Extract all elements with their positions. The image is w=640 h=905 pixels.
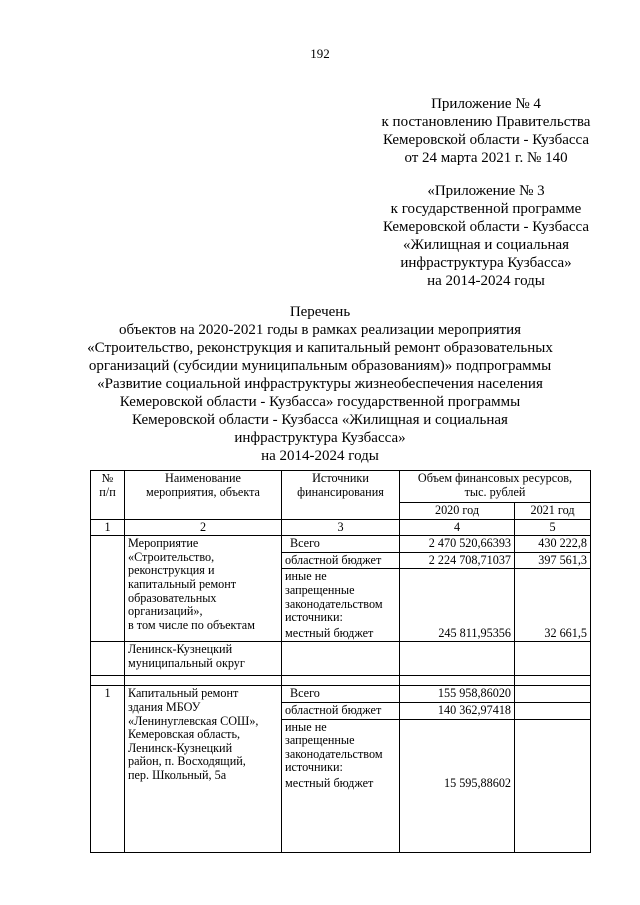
col-number: 5: [515, 519, 591, 536]
title-line: организаций (субсидии муниципальным образованиям)» подпрограммы: [88, 358, 552, 374]
local-budget-2020: 15 595,88602: [443, 775, 511, 790]
appendix-4-line: к постановлению Правительства: [381, 114, 591, 130]
value-2021: 430 222,8: [515, 536, 591, 553]
appendix-3-line: инфраструктура Кузбасса»: [400, 255, 572, 271]
object-num: 1: [91, 686, 125, 853]
value-2020: [400, 719, 515, 853]
district-name: Ленинск-Кузнецкий муниципальный округ: [125, 642, 282, 676]
title-line: Кемеровской области - Кузбасса» государственной программы: [119, 394, 521, 410]
source-local: местный бюджет: [282, 776, 400, 853]
appendix-4-line: Приложение № 4: [431, 96, 541, 112]
value-2021: [515, 702, 591, 719]
appendix-3-line: к государственной программе: [390, 201, 582, 217]
title-line: инфраструктура Кузбасса»: [234, 430, 406, 446]
spacer-cell: [91, 676, 125, 686]
appendix-3-line: Кемеровской области - Кузбасса: [382, 219, 590, 235]
district-empty: [515, 642, 591, 676]
source-other: иные не запрещенные законодательством источники:: [282, 569, 400, 626]
value-2021: 32 661,5: [515, 569, 591, 642]
document-title: [70, 303, 570, 465]
col-number: 2: [125, 519, 282, 536]
district-empty: [400, 642, 515, 676]
column-numbers-row: [91, 519, 591, 536]
value-2020: 140 362,97418: [400, 702, 515, 719]
objects-table: [90, 470, 591, 853]
source-other: иные не запрещенные законодательством источники:: [282, 719, 400, 776]
title-line: «Строительство, реконструкция и капитальный ремонт образовательных: [87, 340, 553, 356]
source-local: местный бюджет: [282, 626, 400, 642]
spacer-row: [91, 676, 591, 686]
source-total: Всего: [282, 536, 400, 553]
measure-total-row: [91, 536, 591, 553]
header-sources: Источники финансирования: [282, 471, 400, 520]
appendix-3-line: «Приложение № 3: [427, 183, 545, 199]
title-line: Перечень: [289, 304, 351, 320]
source-regional: областной бюджет: [282, 702, 400, 719]
spacer-cell: [282, 676, 400, 686]
appendix-3-line: на 2014-2024 годы: [427, 273, 545, 289]
page-number: 192: [310, 46, 330, 61]
appendix-4-line: от 24 марта 2021 г. № 140: [404, 150, 568, 166]
district-row: [91, 642, 591, 676]
header-volume: Объем финансовых ресурсов, тыс. рублей: [400, 471, 591, 503]
district-num-cell: [91, 642, 125, 676]
measure-num-cell: [91, 536, 125, 642]
header-num: № п/п: [91, 471, 125, 520]
value-2021: [515, 719, 591, 853]
appendix-3-line: «Жилищная и социальная: [402, 237, 570, 253]
value-2020: 245 811,95356: [400, 569, 515, 642]
header-name: Наименование мероприятия, объекта: [125, 471, 282, 520]
measure-name: Мероприятие «Строительство, реконструкция и капитальный ремонт образовательных организаций», в том числе по объектам: [125, 536, 282, 642]
spacer-cell: [515, 676, 591, 686]
appendix-4-line: Кемеровской области - Кузбасса: [382, 132, 590, 148]
value-2020: 155 958,86020: [400, 686, 515, 703]
value-2020: 2 224 708,71037: [400, 552, 515, 569]
header-year-2021: 2021 год: [515, 503, 591, 520]
spacer-cell: [400, 676, 515, 686]
source-total: Всего: [282, 686, 400, 703]
appendix-3-header: [368, 182, 604, 290]
col-number: 1: [91, 519, 125, 536]
object-name: Капитальный ремонт здания МБОУ «Ленинуглевская СОШ», Кемеровская область, Ленинск-Кузнецкий район, п. Восходящий, пер. Школьный, 5а: [125, 686, 282, 853]
spacer-cell: [125, 676, 282, 686]
value-2021: [515, 686, 591, 703]
header-year-2020: 2020 год: [400, 503, 515, 520]
col-number: 4: [400, 519, 515, 536]
title-line: объектов на 2020-2021 годы в рамках реализации мероприятия: [118, 322, 522, 338]
district-empty: [282, 642, 400, 676]
object-total-row: [91, 686, 591, 703]
title-line: на 2014-2024 годы: [261, 448, 379, 464]
source-regional: областной бюджет: [282, 552, 400, 569]
value-2020: 2 470 520,66393: [400, 536, 515, 553]
title-line: Кемеровской области - Кузбасса «Жилищная и социальная: [132, 412, 508, 428]
header-row: [91, 471, 591, 503]
value-2021: 397 561,3: [515, 552, 591, 569]
title-line: «Развитие социальной инфраструктуры жизнеобеспечения населения: [97, 376, 543, 392]
col-number: 3: [282, 519, 400, 536]
appendix-4-header: [368, 95, 604, 167]
